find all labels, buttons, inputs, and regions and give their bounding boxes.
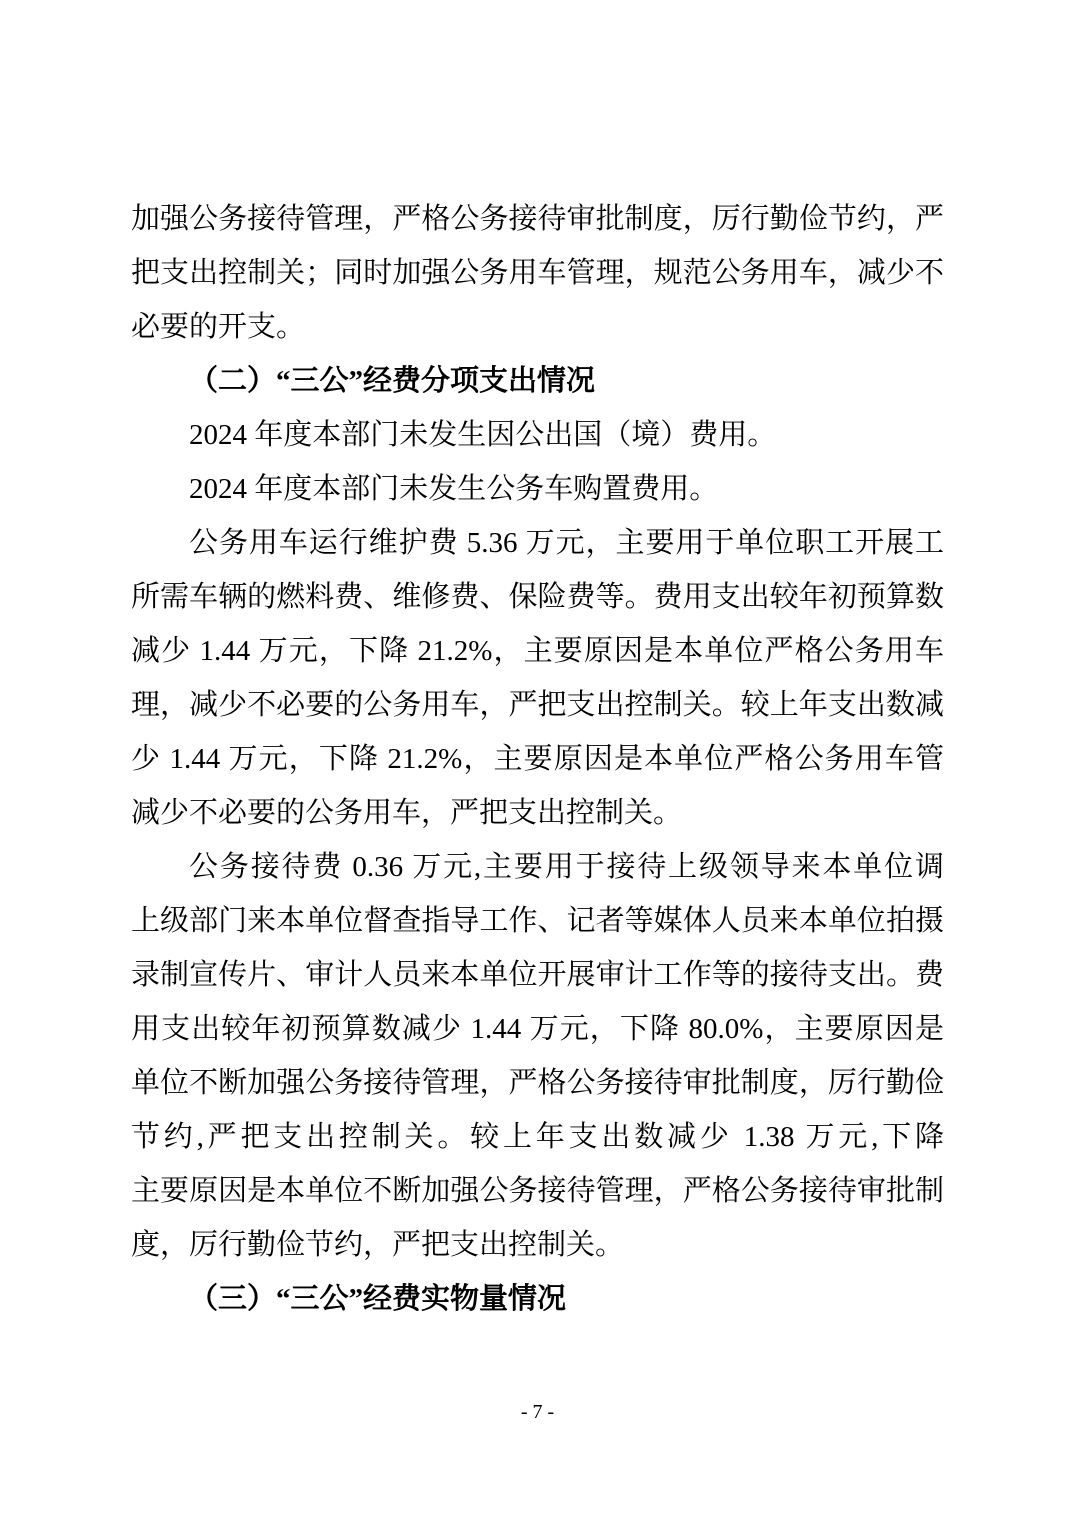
body-text-line: 主要原因是本单位不断加强公务接待管理，严格公务接待审批制 bbox=[131, 1175, 944, 1207]
body-text-line: 单位不断加强公务接待管理，严格公务接待审批制度，厉行勤俭 bbox=[131, 1067, 944, 1099]
body-text-line: 公务接待费 0.36 万元,主要用于接待上级领导来本单位调 bbox=[189, 851, 944, 883]
body-text-line: 用支出较年初预算数减少 1.44 万元，下降 80.0%，主要原因是 bbox=[131, 1013, 944, 1045]
body-text-line: 录制宣传片、审计人员来本单位开展审计工作等的接待支出。费 bbox=[131, 959, 944, 991]
body-text-line: 度，厉行勤俭节约，严把支出控制关。 bbox=[131, 1229, 625, 1261]
page-number: - 7 - bbox=[520, 1401, 555, 1423]
body-text-line: 上级部门来本单位督查指导工作、记者等媒体人员来本单位拍摄 bbox=[131, 905, 944, 937]
body-text-line: 理，减少不必要的公务用车，严把支出控制关。较上年支出数减 bbox=[131, 689, 944, 721]
document-body bbox=[131, 192, 944, 1326]
body-text-line: 少 1.44 万元，下降 21.2%，主要原因是本单位严格公务用车管 bbox=[131, 743, 944, 775]
body-text-line: 减少 1.44 万元，下降 21.2%，主要原因是本单位严格公务用车 bbox=[131, 635, 944, 667]
body-text-line: 减少不必要的公务用车，严把支出控制关。 bbox=[131, 797, 683, 829]
body-text-line: 公务用车运行维护费 5.36 万元，主要用于单位职工开展工 bbox=[189, 527, 944, 559]
body-text-line: 把支出控制关；同时加强公务用车管理，规范公务用车，减少不 bbox=[131, 257, 944, 289]
body-text-line: 节约,严把支出控制关。较上年支出数减少 1.38 万元,下降 bbox=[131, 1121, 944, 1153]
body-text-line: 所需车辆的燃料费、维修费、保险费等。费用支出较年初预算数 bbox=[131, 581, 944, 613]
body-text-line: 2024 年度本部门未发生因公出国（境）费用。 bbox=[189, 419, 777, 451]
body-text-line: 2024 年度本部门未发生公务车购置费用。 bbox=[189, 473, 719, 505]
body-text-line: 必要的开支。 bbox=[131, 311, 306, 343]
body-text-line: 加强公务接待管理，严格公务接待审批制度，厉行勤俭节约，严 bbox=[131, 203, 944, 235]
section-heading: （三）“三公”经费实物量情况 bbox=[189, 1283, 567, 1315]
section-heading: （二）“三公”经费分项支出情况 bbox=[189, 365, 596, 397]
